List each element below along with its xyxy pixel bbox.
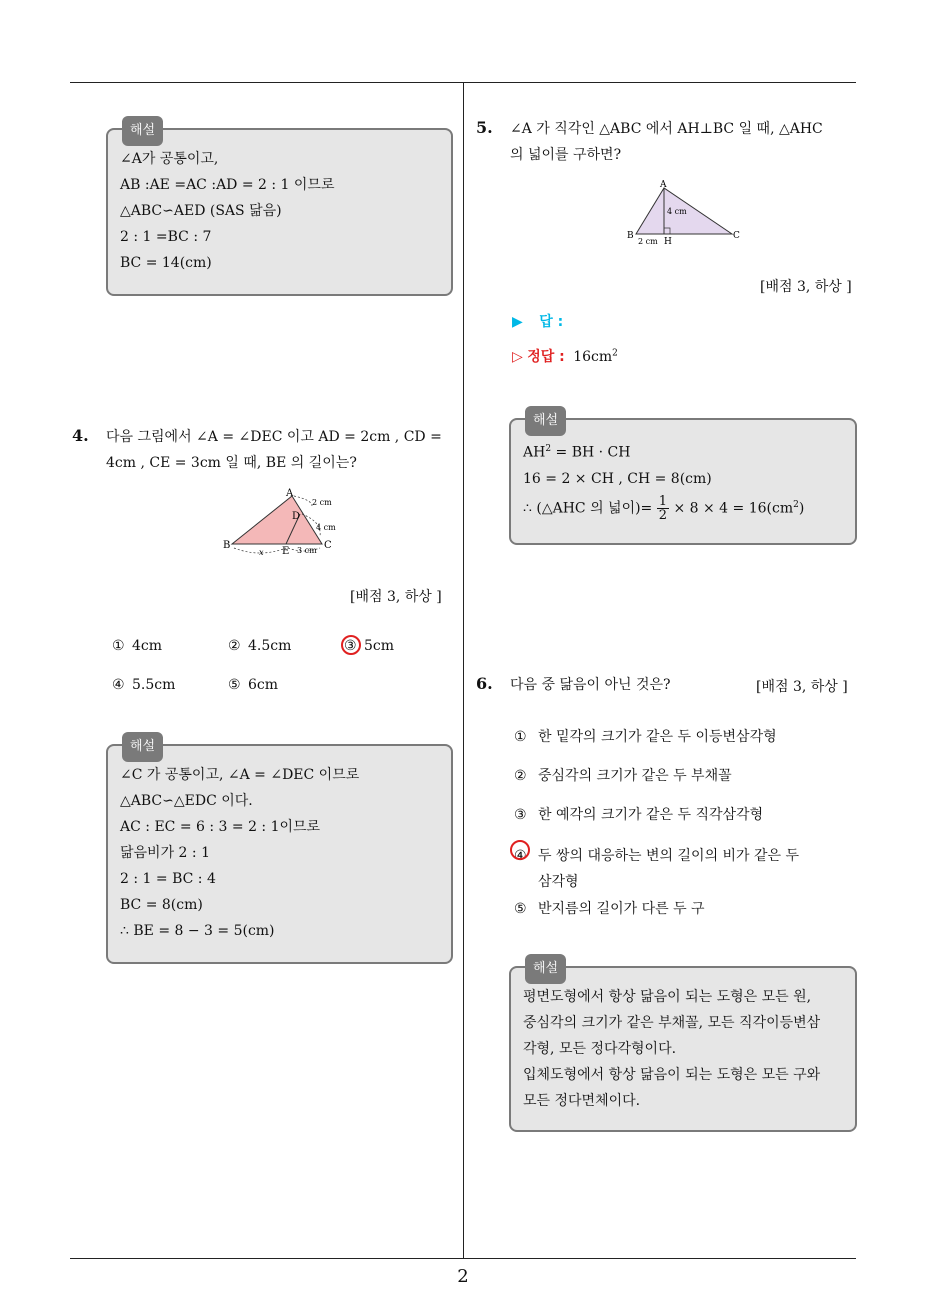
exp6-line-3: 각형, 모든 정다각형이다. [523, 1041, 677, 1057]
q5-correct-label: 정답 : [527, 349, 565, 365]
q6-option-5-num: ⑤ [514, 901, 527, 917]
q4-label-ad: 2 cm [312, 498, 332, 507]
exp3-line-1: ∠A가 공통이고, [120, 151, 219, 167]
exp6-line-2: 중심각의 크기가 같은 부채꼴, 모든 직각이등변삼 [523, 1015, 821, 1031]
explanation-label: 해설 [122, 116, 163, 146]
explanation-box-q3 [106, 123, 453, 296]
q6-option-4-line-2: 삼각형 [538, 874, 579, 890]
q4-text-line-2: 4cm , CE = 3cm 일 때, BE 의 길이는? [106, 455, 357, 471]
q4-label-A: A [286, 488, 294, 499]
exp5-line-1-a: AH [523, 444, 546, 461]
q5-answer-label: 답 : [539, 314, 564, 330]
explanation-label: 해설 [525, 406, 566, 436]
q4-option-1-text: 4cm [132, 638, 163, 654]
q4-label-E: E [282, 546, 290, 557]
explanation-label: 해설 [525, 954, 566, 984]
explanation-label: 해설 [122, 732, 163, 762]
q4-label-ec: 3 cm [297, 546, 317, 555]
q6-answer-mark [510, 840, 530, 860]
q5-label-C: C [733, 231, 740, 241]
q4-option-4-text: 5.5cm [132, 677, 176, 693]
q6-option-4-text: 두 쌍의 대응하는 변의 길이의 비가 같은 두 [538, 848, 800, 864]
exp5-line-3-c: ) [798, 500, 805, 517]
q4-answer-mark [341, 635, 361, 655]
exp4-line-4: 닮음비가 2 : 1 [120, 845, 210, 861]
correct-arrow-icon: ▷ [512, 349, 523, 365]
column-divider [463, 83, 464, 1259]
exp4-line-2: △ABC∽△EDC 이다. [120, 793, 253, 809]
q4-score: [배점 3, 하상 ] [350, 589, 442, 605]
exp3-line-5: BC = 14(cm) [120, 255, 212, 271]
q4-label-B: B [223, 540, 231, 551]
exp4-line-1: ∠C 가 공통이고, ∠A = ∠DEC 이므로 [120, 767, 360, 783]
q6-option-4-num: ④ [514, 848, 527, 864]
exp4-line-3: AC : EC = 6 : 3 = 2 : 1이므로 [120, 819, 321, 835]
q4-label-C: C [324, 540, 332, 551]
q5-text-line-1: ∠A 가 직각인 △ABC 에서 AH⊥BC 일 때, △AHC [510, 121, 823, 137]
explanation-box-q5 [509, 413, 857, 545]
q5-correct-value [573, 349, 618, 365]
question-number-4: 4. [72, 426, 89, 445]
question-5-text [510, 116, 860, 168]
q4-label-D: D [292, 511, 301, 522]
q5-text-line-2: 의 넓이를 구하면? [510, 147, 622, 163]
explanation-box-q4 [106, 739, 453, 964]
q6-option-4-line-1 [514, 843, 799, 869]
q4-option-4[interactable] [112, 677, 175, 693]
q4-option-2[interactable] [228, 638, 291, 654]
q6-option-5[interactable] [514, 898, 705, 918]
q5-answer-row [512, 311, 563, 331]
question-number-6: 6. [476, 674, 493, 693]
q5-label-bh: 2 cm [638, 237, 658, 246]
q6-option-3[interactable] [514, 804, 763, 824]
q5-correct-value-sup: 2 [612, 348, 618, 359]
q4-option-3-num: ③ [344, 638, 357, 654]
q4-option-1[interactable] [112, 638, 162, 654]
q6-option-1-num: ① [514, 729, 527, 745]
page-number: 2 [457, 1266, 469, 1287]
q6-option-2-text: 중심각의 크기가 같은 두 부채꼴 [538, 768, 732, 784]
exp5-line-3-a: ∴ (△AHC 의 넓이)= [523, 500, 657, 517]
q4-option-4-num: ④ [112, 677, 125, 693]
exp5-line-2: 16 = 2 × CH , CH = 8(cm) [523, 470, 712, 487]
q4-option-2-num: ② [228, 638, 241, 654]
q6-score: [배점 3, 하상 ] [756, 679, 848, 695]
q4-triangle-figure [220, 486, 350, 558]
q4-label-be: x [259, 548, 264, 557]
exp5-fraction [657, 495, 669, 522]
q4-option-3-text: 5cm [364, 638, 395, 654]
q4-option-5-text: 6cm [248, 677, 279, 693]
q6-option-5-text: 반지름의 길이가 다른 두 구 [538, 901, 705, 917]
q5-score: [배점 3, 하상 ] [760, 279, 852, 295]
q5-correct-value-main: 16cm [573, 349, 613, 365]
q5-label-H: H [664, 237, 672, 247]
explanation-box-q6 [509, 961, 857, 1132]
q6-option-2-num: ② [514, 768, 527, 784]
q4-text-line-1: 다음 그림에서 ∠A = ∠DEC 이고 AD = 2cm , CD = [106, 429, 442, 445]
exp6-line-5: 모든 정다면체이다. [523, 1093, 641, 1109]
exp5-line-1-sup: 2 [545, 444, 552, 454]
exp5-fraction-num: 1 [658, 493, 668, 509]
exp5-line-3-b: × 8 × 4 = 16(cm [669, 500, 794, 517]
exp3-line-3: △ABC∽AED (SAS 닮음) [120, 203, 282, 219]
exp4-line-5: 2 : 1 = BC : 4 [120, 871, 216, 887]
exp5-line-1-b: = BH · CH [551, 444, 631, 461]
question-number-5: 5. [476, 118, 493, 137]
q4-option-5[interactable] [228, 677, 278, 693]
q6-option-2[interactable] [514, 765, 732, 785]
exp6-line-1: 평면도형에서 항상 닮음이 되는 도형은 모든 원, [523, 989, 812, 1005]
q5-triangle-figure [624, 178, 744, 248]
q6-option-3-num: ③ [514, 807, 527, 823]
q5-label-B: B [627, 231, 634, 241]
q4-option-2-text: 4.5cm [248, 638, 292, 654]
bottom-rule [70, 1258, 856, 1259]
exp4-line-6: BC = 8(cm) [120, 897, 203, 913]
q6-option-1-text: 한 밑각의 크기가 같은 두 이등변삼각형 [538, 729, 777, 745]
exp6-line-4: 입체도형에서 항상 닮음이 되는 도형은 모든 구와 [523, 1067, 821, 1083]
exp5-line-3 [523, 492, 841, 522]
q4-label-dc: 4 cm [316, 523, 336, 532]
exp3-line-4: 2 : 1 =BC : 7 [120, 229, 212, 245]
exp3-line-2: AB :AE =AC :AD = 2 : 1 이므로 [120, 177, 335, 193]
question-6-text: 다음 중 닮음이 아닌 것은? [510, 677, 671, 693]
exp5-fraction-den: 2 [658, 507, 668, 523]
exp4-line-7: ∴ BE = 8 − 3 = 5(cm) [120, 923, 275, 939]
q4-option-5-num: ⑤ [228, 677, 241, 693]
q5-label-ah: 4 cm [667, 207, 687, 216]
q6-option-1[interactable] [514, 726, 777, 746]
q6-option-3-text: 한 예각의 크기가 같은 두 직각삼각형 [538, 807, 764, 823]
q4-option-1-num: ① [112, 638, 125, 654]
question-4-text [106, 424, 456, 476]
q5-correct-row [512, 346, 618, 366]
exp5-line-3-sup: 2 [793, 499, 799, 510]
exp5-line-1 [523, 436, 841, 466]
q5-label-A: A [660, 180, 667, 190]
q6-option-4[interactable] [514, 843, 799, 895]
answer-arrow-icon: ▶ [512, 314, 523, 330]
